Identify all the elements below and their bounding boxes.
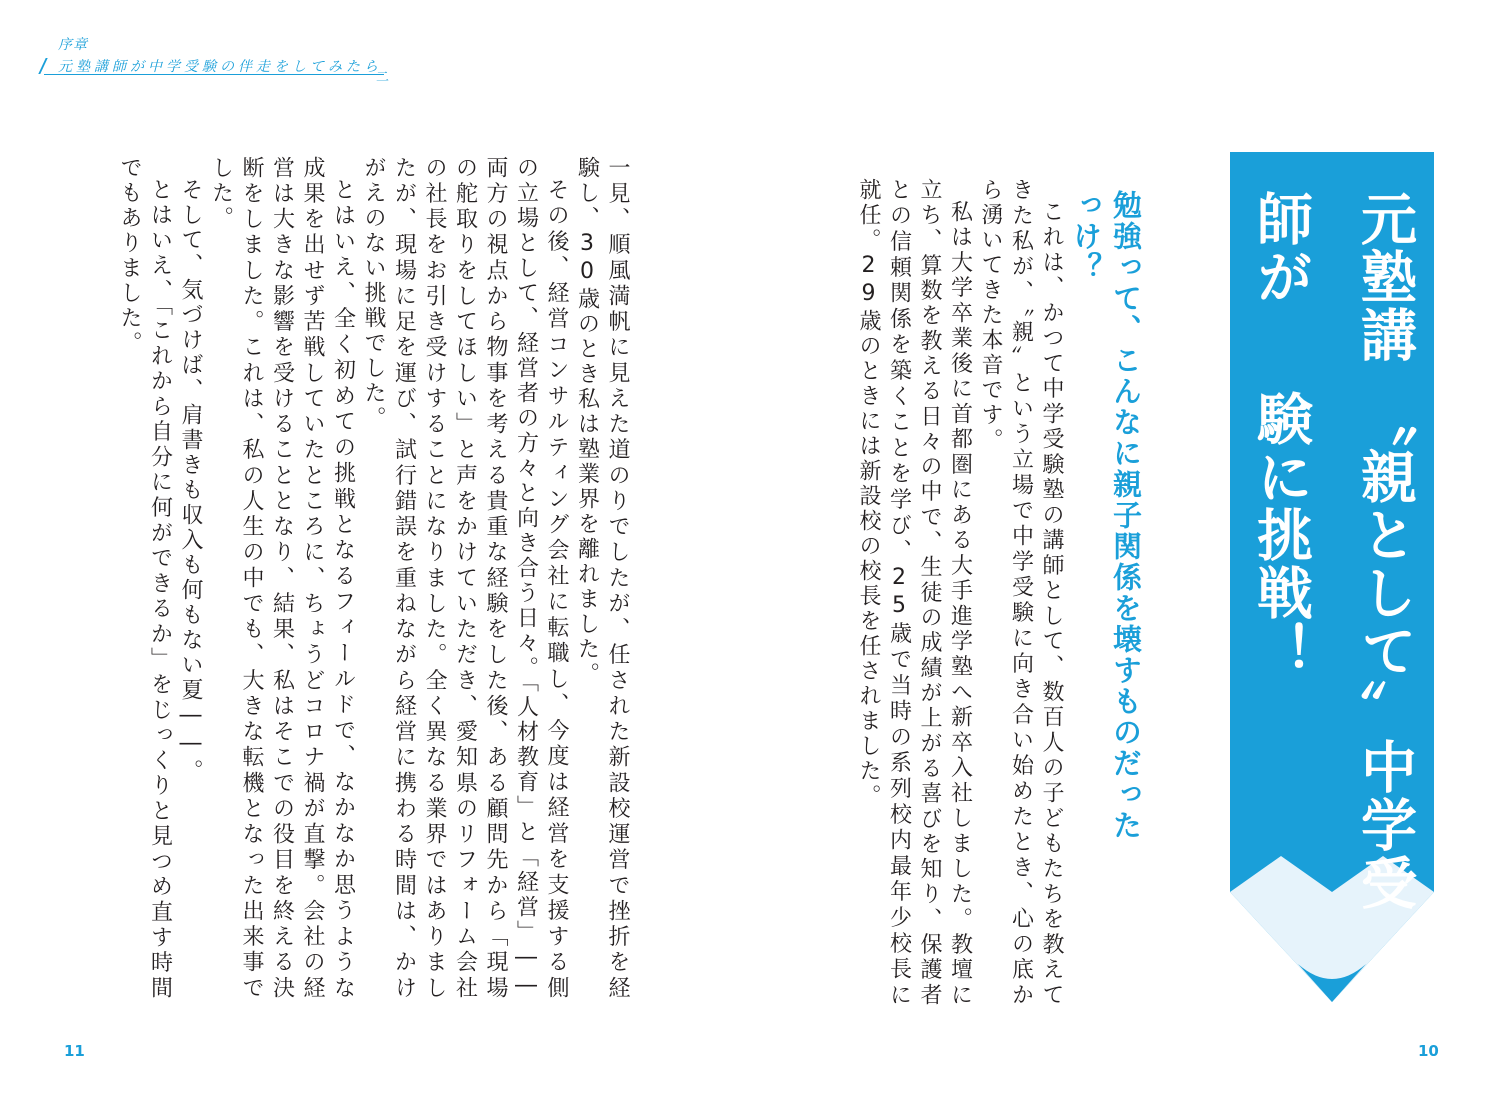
- left-paragraph-2: その後、経営コンサルティング会社に転職し、今度は経営を支援する側の立場として、経営者の方々と向き合う日々。「人材教育」と「経営」――両方の視点から物事を考える貴重な経験をした後、ある顧問先から「現場の舵取りをしてほしい」と声をかけていただき、愛知県のリフォーム会社の社長をお引き受けすることになりました。全く異なる業界ではありましたが、現場に足を運び、試行錯誤を重ねながら経営に携わる時間は、かけがえのない挑戦でした。: [361, 156, 569, 1002]
- running-header: [58, 34, 388, 85]
- left-paragraph-5: とはいえ、「これから自分に何ができるか」をじっくりと見つめ直す時間でもありました。: [117, 156, 173, 1001]
- section-subheading: 勉強って、こんなに親子関係を壊すものだったっけ？: [1069, 190, 1143, 841]
- chapter-title: 元塾講師が中学受験の伴走をしてみたら: [58, 59, 382, 75]
- left-paragraph-3: とはいえ、全く初めての挑戦となるフィールドで、なかなか思うような成果を出せず苦戦していたところに、ちょうどコロナ禍が直撃。会社の経営は大きな影響を受けることとなり、結果、私はそこでの役目を終える決断をしました。これは、私の人生の中でも、大きな転機となった出来事でした。: [208, 156, 356, 1001]
- banner-title-line-1: 元塾講師が: [1248, 190, 1417, 364]
- right-paragraph-2: 私は大学卒業後に首都圏にある大手進学塾へ新卒入社しました。教壇に立ち、算数を教える日々の中で、生徒の成績が上がる喜びを知り、保護者との信頼関係を築くことを学び、25歳で当時の系列校内最年少校長に就任。29歳のときには新設校の校長を任されました。: [856, 178, 973, 1008]
- header-rule: [44, 74, 384, 75]
- banner-title: [1230, 190, 1434, 950]
- left-paragraph-4: そして、気づけば、肩書きも収入も何もない夏――。: [178, 178, 203, 784]
- left-paragraph-1: 一見、順風満帆に見えた道のりでしたが、任された新設校運営で挫折を経験し、30歳のとき私は塾業界を離れました。: [574, 156, 630, 1001]
- header-slash: [38, 58, 47, 74]
- right-paragraph-1: これは、かつて中学受験塾の講師として、数百人の子どもたちを教えてきた私が、〝親〟という立場で中学受験に向き合い始めたとき、心の底から湧いてきた本音です。: [978, 178, 1064, 1008]
- page-number-left: 11: [64, 1042, 85, 1060]
- header-tail-mark: 二: [376, 70, 388, 85]
- chapter-banner: [1230, 152, 1434, 1012]
- banner-title-line-2: 〝親として〟中学受験に挑戦！: [1248, 390, 1417, 912]
- left-page-body: [92, 156, 632, 1001]
- page-number-right: 10: [1418, 1042, 1439, 1060]
- right-page-body: [856, 178, 1066, 1008]
- chapter-label: 序章: [58, 37, 88, 53]
